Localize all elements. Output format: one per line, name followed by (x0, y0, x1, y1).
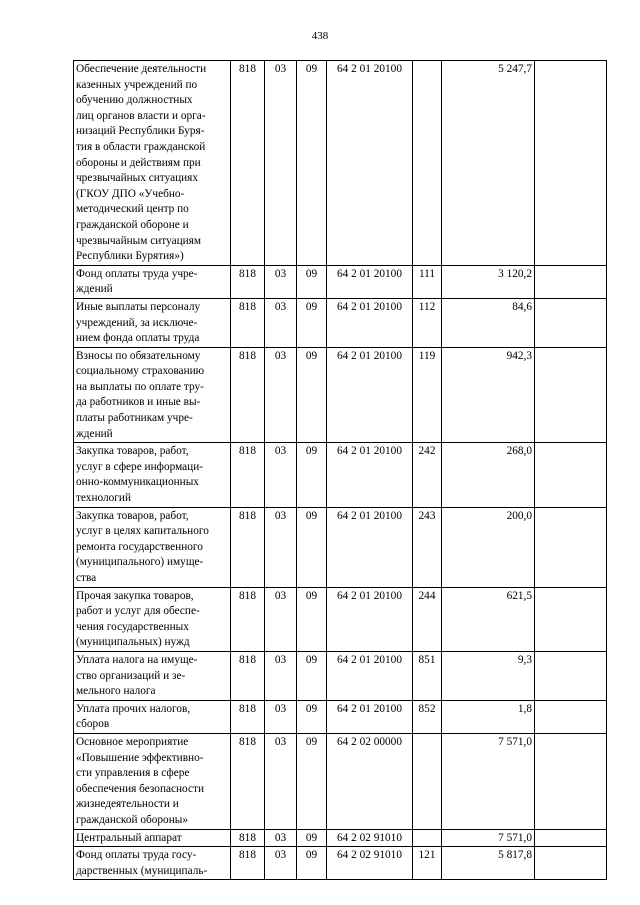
item-name-line: методический центр по (76, 203, 189, 216)
subsection-code-cell: 09 (297, 507, 327, 587)
amount-cell: 3 120,2 (442, 265, 535, 298)
amount-cell: 5 817,8 (442, 847, 535, 880)
item-name-line: Взносы по обязательному (76, 349, 201, 362)
item-name-cell (74, 847, 231, 880)
subsection-code-cell: 09 (297, 298, 327, 347)
empty-cell (535, 587, 607, 651)
item-name-line: Уплата налога на имуще- (76, 653, 198, 666)
empty-cell (535, 651, 607, 700)
subsection-code-cell: 09 (297, 443, 327, 507)
table-row (74, 507, 607, 587)
expense-type-cell: 242 (413, 443, 442, 507)
amount-cell: 200,0 (442, 507, 535, 587)
ministry-code-cell: 818 (231, 507, 265, 587)
item-name-line: чрезвычайных ситуациях (76, 172, 199, 185)
target-article-cell: 64 2 02 91010 (327, 829, 413, 847)
section-code-cell: 03 (265, 347, 297, 443)
item-name-line: нием фонда оплаты труда (76, 332, 200, 345)
section-code-cell: 03 (265, 298, 297, 347)
table-row (74, 61, 607, 266)
item-name-line: Закупка товаров, работ, (76, 509, 189, 522)
subsection-code-cell: 09 (297, 61, 327, 266)
ministry-code-cell: 818 (231, 265, 265, 298)
subsection-code-cell: 09 (297, 587, 327, 651)
table-row (74, 265, 607, 298)
item-name-line: дарственных (муниципаль- (76, 864, 208, 877)
target-article-cell: 64 2 01 20100 (327, 443, 413, 507)
ministry-code-cell: 818 (231, 847, 265, 880)
expense-type-cell: 112 (413, 298, 442, 347)
item-name-line: обороны и действиям при (76, 156, 201, 169)
item-name-line: ждений (76, 427, 113, 440)
item-name-line: на выплаты по оплате тру- (76, 380, 204, 393)
item-name-line: мельного налога (76, 685, 156, 698)
expense-type-cell: 121 (413, 847, 442, 880)
table-row (74, 829, 607, 847)
item-name-line: учреждений, за исключе- (76, 316, 198, 329)
expense-type-cell: 111 (413, 265, 442, 298)
item-name-line: ства (76, 572, 97, 584)
section-code-cell: 03 (265, 265, 297, 298)
item-name-cell (74, 443, 231, 507)
target-article-cell: 64 2 01 20100 (327, 700, 413, 733)
empty-cell (535, 443, 607, 507)
item-name-cell (74, 347, 231, 443)
section-code-cell: 03 (265, 829, 297, 847)
target-article-cell: 64 2 01 20100 (327, 298, 413, 347)
amount-cell: 9,3 (442, 651, 535, 700)
expense-type-cell: 119 (413, 347, 442, 443)
section-code-cell: 03 (265, 847, 297, 880)
ministry-code-cell: 818 (231, 61, 265, 266)
section-code-cell: 03 (265, 61, 297, 266)
subsection-code-cell: 09 (297, 347, 327, 443)
budget-table (73, 60, 607, 880)
amount-cell: 84,6 (442, 298, 535, 347)
expense-type-cell: 851 (413, 651, 442, 700)
item-name-line: обеспечения безопасности (76, 782, 204, 795)
item-name-line: Республики Бурятия») (76, 250, 184, 263)
item-name-line: лиц органов власти и орга- (76, 109, 206, 122)
item-name-cell (74, 587, 231, 651)
ministry-code-cell: 818 (231, 700, 265, 733)
target-article-cell: 64 2 01 20100 (327, 651, 413, 700)
item-name-line: обучению должностных (76, 94, 193, 107)
ministry-code-cell: 818 (231, 347, 265, 443)
item-name-cell (74, 829, 231, 847)
subsection-code-cell: 09 (297, 733, 327, 829)
item-name-line: гражданской обороны» (76, 813, 188, 826)
section-code-cell: 03 (265, 733, 297, 829)
item-name-line: (ГКОУ ДПО «Учебно- (76, 187, 185, 200)
section-code-cell: 03 (265, 587, 297, 651)
empty-cell (535, 265, 607, 298)
item-name-line: Фонд оплаты труда госу- (76, 849, 197, 862)
amount-cell: 268,0 (442, 443, 535, 507)
empty-cell (535, 829, 607, 847)
amount-cell: 7 571,0 (442, 829, 535, 847)
item-name-line: (муниципальных) нужд (76, 636, 190, 649)
item-name-line: Иные выплаты персоналу (76, 300, 201, 313)
empty-cell (535, 347, 607, 443)
item-name-line: чрезвычайным ситуациям (76, 234, 202, 247)
ministry-code-cell: 818 (231, 443, 265, 507)
ministry-code-cell: 818 (231, 733, 265, 829)
section-code-cell: 03 (265, 651, 297, 700)
item-name-line: Основное мероприятие (76, 735, 189, 748)
expense-type-cell (413, 733, 442, 829)
item-name-line: низаций Республики Буря- (76, 125, 205, 138)
item-name-line: Прочая закупка товаров, (76, 589, 194, 602)
section-code-cell: 03 (265, 507, 297, 587)
table-row (74, 651, 607, 700)
item-name-line: Обеспечение деятельности (76, 63, 207, 75)
item-name-cell (74, 733, 231, 829)
subsection-code-cell: 09 (297, 265, 327, 298)
item-name-line: работ и услуг для обеспе- (76, 605, 200, 618)
subsection-code-cell: 09 (297, 829, 327, 847)
empty-cell (535, 298, 607, 347)
ministry-code-cell: 818 (231, 651, 265, 700)
empty-cell (535, 733, 607, 829)
empty-cell (535, 700, 607, 733)
table-row (74, 847, 607, 880)
expense-type-cell: 852 (413, 700, 442, 733)
target-article-cell: 64 2 01 20100 (327, 587, 413, 651)
item-name-cell (74, 298, 231, 347)
target-article-cell: 64 2 01 20100 (327, 265, 413, 298)
target-article-cell: 64 2 01 20100 (327, 347, 413, 443)
item-name-cell (74, 651, 231, 700)
item-name-line: «Повышение эффективно- (76, 751, 204, 764)
target-article-cell: 64 2 01 20100 (327, 61, 413, 266)
subsection-code-cell: 09 (297, 700, 327, 733)
item-name-cell (74, 61, 231, 266)
expense-type-cell (413, 61, 442, 266)
item-name-line: Фонд оплаты труда учре- (76, 267, 198, 280)
empty-cell (535, 61, 607, 266)
item-name-cell (74, 265, 231, 298)
target-article-cell: 64 2 01 20100 (327, 507, 413, 587)
item-name-cell (74, 700, 231, 733)
item-name-cell (74, 507, 231, 587)
table-row (74, 298, 607, 347)
ministry-code-cell: 818 (231, 298, 265, 347)
item-name-line: услуг в целях капитального (76, 525, 209, 538)
item-name-line: Закупка товаров, работ, (76, 445, 189, 458)
empty-cell (535, 507, 607, 587)
item-name-line: Уплата прочих налогов, (76, 702, 191, 715)
item-name-line: чения государственных (76, 620, 189, 633)
subsection-code-cell: 09 (297, 847, 327, 880)
amount-cell: 942,3 (442, 347, 535, 443)
item-name-line: платы работникам учре- (76, 412, 193, 425)
section-code-cell: 03 (265, 443, 297, 507)
item-name-line: казенных учреждений по (76, 78, 198, 91)
item-name-line: сти управления в сфере (76, 767, 190, 780)
item-name-line: социальному страхованию (76, 365, 205, 378)
item-name-line: (муниципального) имуще- (76, 556, 204, 569)
expense-type-cell: 244 (413, 587, 442, 651)
amount-cell: 5 247,7 (442, 61, 535, 266)
table-row (74, 587, 607, 651)
table-row (74, 700, 607, 733)
target-article-cell: 64 2 02 00000 (327, 733, 413, 829)
item-name-line: тия в области гражданской (76, 140, 206, 153)
item-name-line: жизнедеятельности и (76, 798, 179, 811)
target-article-cell: 64 2 02 91010 (327, 847, 413, 880)
item-name-line: ждений (76, 283, 113, 296)
subsection-code-cell: 09 (297, 651, 327, 700)
item-name-line: гражданской обороне и (76, 218, 189, 231)
item-name-line: сборов (76, 718, 110, 731)
table-row (74, 443, 607, 507)
table-row (74, 347, 607, 443)
item-name-line: технологий (76, 492, 132, 505)
table-body (74, 61, 607, 880)
item-name-line: да работников и иные вы- (76, 396, 201, 409)
amount-cell: 621,5 (442, 587, 535, 651)
item-name-line: услуг в сфере информаци- (76, 460, 204, 473)
item-name-line: Центральный аппарат (76, 831, 182, 844)
amount-cell: 7 571,0 (442, 733, 535, 829)
section-code-cell: 03 (265, 700, 297, 733)
ministry-code-cell: 818 (231, 829, 265, 847)
page-number: 438 (311, 30, 329, 42)
empty-cell (535, 847, 607, 880)
expense-type-cell (413, 829, 442, 847)
expense-type-cell: 243 (413, 507, 442, 587)
item-name-line: онно-коммуникационных (76, 476, 199, 489)
table-row (74, 733, 607, 829)
item-name-line: ремонта государственного (76, 540, 203, 553)
item-name-line: ство организаций и зе- (76, 669, 186, 682)
amount-cell: 1,8 (442, 700, 535, 733)
ministry-code-cell: 818 (231, 587, 265, 651)
